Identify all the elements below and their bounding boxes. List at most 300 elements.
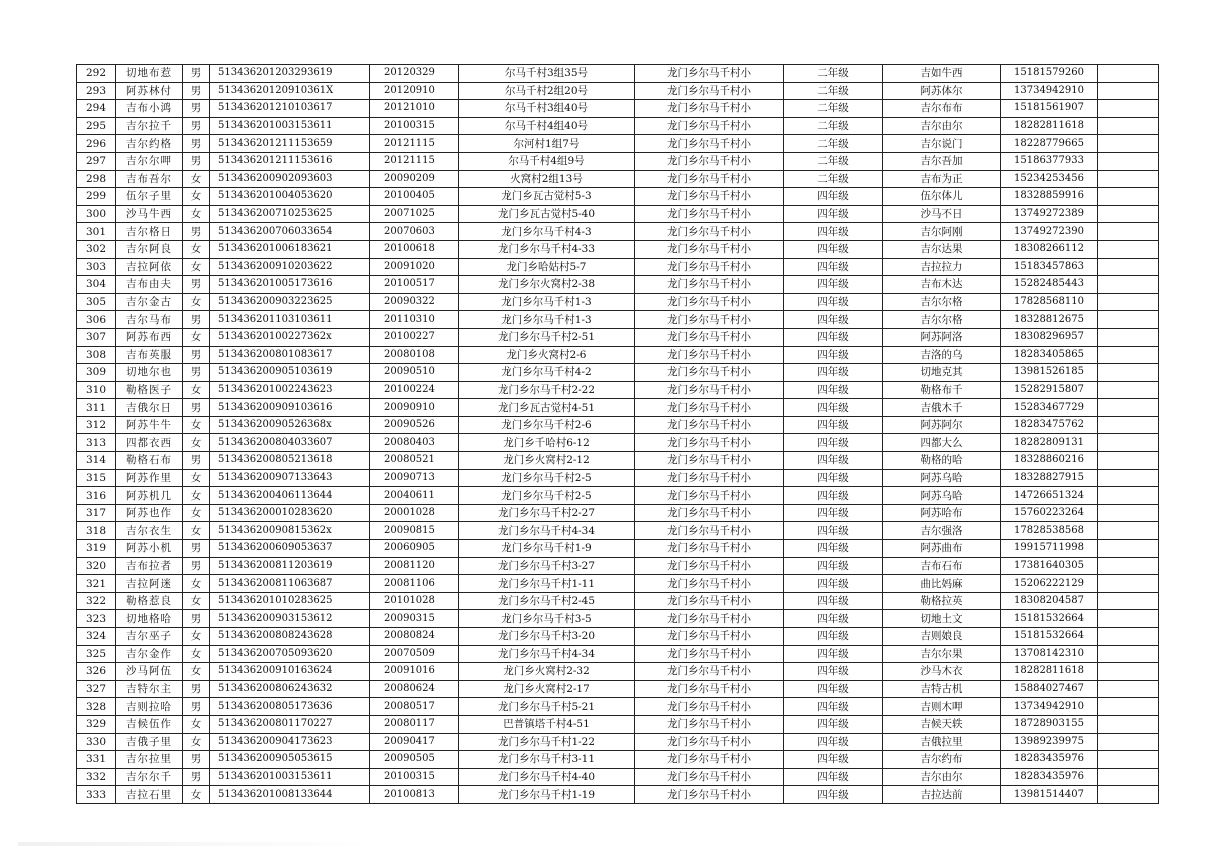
row-number-cell: 309 (77, 364, 116, 382)
birth-date-cell: 20090315 (370, 610, 459, 628)
student-name-cell: 切地格哈 (116, 610, 183, 628)
row-number-cell: 328 (77, 698, 116, 716)
row-number-cell: 292 (77, 65, 116, 83)
student-name-cell: 吉则拉哈 (116, 698, 183, 716)
guardian-cell: 吉则娘良 (883, 628, 1001, 646)
table-row (77, 434, 1159, 452)
address-cell: 尔马千村3组40号 (459, 100, 635, 118)
school-cell: 龙门乡尔马千村小 (635, 504, 784, 522)
grade-cell: 四年级 (784, 205, 883, 223)
grade-cell: 二年级 (784, 82, 883, 100)
phone-cell: 13749272390 (1001, 223, 1098, 241)
birth-date-cell: 20100315 (370, 117, 459, 135)
empty-cell (1098, 786, 1159, 804)
gender-cell: 男 (183, 399, 210, 417)
gender-cell: 男 (183, 346, 210, 364)
grade-cell: 二年级 (784, 100, 883, 118)
gender-cell: 女 (183, 715, 210, 733)
guardian-cell: 阿苏阿洛 (883, 328, 1001, 346)
guardian-cell: 吉尔由尔 (883, 768, 1001, 786)
student-name-cell: 吉尔拉千 (116, 117, 183, 135)
grade-cell: 四年级 (784, 504, 883, 522)
guardian-cell: 吉尔强洛 (883, 522, 1001, 540)
guardian-cell: 吉拉拉力 (883, 258, 1001, 276)
address-cell: 龙门乡尔马千村2-5 (459, 469, 635, 487)
birth-date-cell: 20090322 (370, 293, 459, 311)
birth-date-cell: 20120329 (370, 65, 459, 83)
guardian-cell: 吉尔达果 (883, 240, 1001, 258)
birth-date-cell: 20070509 (370, 645, 459, 663)
table-row (77, 786, 1159, 804)
gender-cell: 女 (183, 205, 210, 223)
empty-cell (1098, 557, 1159, 575)
student-name-cell: 吉拉石里 (116, 786, 183, 804)
student-name-cell: 吉尔金作 (116, 645, 183, 663)
grade-cell: 四年级 (784, 311, 883, 329)
empty-cell (1098, 188, 1159, 206)
student-name-cell: 沙马阿伍 (116, 663, 183, 681)
guardian-cell: 吉尔由尔 (883, 117, 1001, 135)
guardian-cell: 吉布为正 (883, 170, 1001, 188)
address-cell: 龙门乡尔马千村1-11 (459, 575, 635, 593)
phone-cell: 17381640305 (1001, 557, 1098, 575)
row-number-cell: 315 (77, 469, 116, 487)
gender-cell: 女 (183, 170, 210, 188)
phone-cell: 15181532664 (1001, 610, 1098, 628)
row-number-cell: 297 (77, 152, 116, 170)
row-number-cell: 318 (77, 522, 116, 540)
student-name-cell: 阿苏林付 (116, 82, 183, 100)
address-cell: 龙门乡火窝村2-32 (459, 663, 635, 681)
guardian-cell: 吉尔尔果 (883, 645, 1001, 663)
id-number-cell: 513436200909103616 (210, 399, 370, 417)
row-number-cell: 299 (77, 188, 116, 206)
row-number-cell: 293 (77, 82, 116, 100)
student-name-cell: 阿苏作里 (116, 469, 183, 487)
row-number-cell: 329 (77, 715, 116, 733)
grade-cell: 四年级 (784, 258, 883, 276)
empty-cell (1098, 381, 1159, 399)
guardian-cell: 吉洛的乌 (883, 346, 1001, 364)
address-cell: 龙门乡尔马千村1-3 (459, 293, 635, 311)
empty-cell (1098, 293, 1159, 311)
row-number-cell: 327 (77, 680, 116, 698)
empty-cell (1098, 522, 1159, 540)
student-name-cell: 吉尔格日 (116, 223, 183, 241)
table-row (77, 152, 1159, 170)
guardian-cell: 阿苏体尔 (883, 82, 1001, 100)
empty-cell (1098, 240, 1159, 258)
row-number-cell: 301 (77, 223, 116, 241)
gender-cell: 女 (183, 469, 210, 487)
id-number-cell: 513436200811203619 (210, 557, 370, 575)
address-cell: 龙门乡瓦古觉村4-51 (459, 399, 635, 417)
student-name-cell: 伍尔子里 (116, 188, 183, 206)
address-cell: 尔河村1组7号 (459, 135, 635, 153)
row-number-cell: 310 (77, 381, 116, 399)
address-cell: 龙门乡尔马千村1-22 (459, 733, 635, 751)
id-number-cell: 51343620120910361X (210, 82, 370, 100)
row-number-cell: 325 (77, 645, 116, 663)
birth-date-cell: 20080624 (370, 680, 459, 698)
table-row (77, 293, 1159, 311)
school-cell: 龙门乡尔马千村小 (635, 522, 784, 540)
roster-body (77, 65, 1159, 804)
student-name-cell: 吉拉阿依 (116, 258, 183, 276)
empty-cell (1098, 540, 1159, 558)
phone-cell: 18282811618 (1001, 663, 1098, 681)
school-cell: 龙门乡尔马千村小 (635, 135, 784, 153)
gender-cell: 女 (183, 663, 210, 681)
table-row (77, 698, 1159, 716)
school-cell: 龙门乡尔马千村小 (635, 698, 784, 716)
guardian-cell: 吉特古机 (883, 680, 1001, 698)
table-row (77, 768, 1159, 786)
table-row (77, 452, 1159, 470)
table-row (77, 504, 1159, 522)
grade-cell: 四年级 (784, 188, 883, 206)
gender-cell: 男 (183, 135, 210, 153)
guardian-cell: 吉尔阿刚 (883, 223, 1001, 241)
gender-cell: 男 (183, 540, 210, 558)
table-row (77, 346, 1159, 364)
guardian-cell: 吉则木呷 (883, 698, 1001, 716)
phone-cell: 18328860216 (1001, 452, 1098, 470)
student-name-cell: 吉尔拉里 (116, 751, 183, 769)
school-cell: 龙门乡尔马千村小 (635, 628, 784, 646)
grade-cell: 四年级 (784, 293, 883, 311)
table-row (77, 135, 1159, 153)
student-name-cell: 吉俄尔日 (116, 399, 183, 417)
school-cell: 龙门乡尔马千村小 (635, 645, 784, 663)
school-cell: 龙门乡尔马千村小 (635, 170, 784, 188)
row-number-cell: 312 (77, 416, 116, 434)
empty-cell (1098, 768, 1159, 786)
id-number-cell: 513436201103103611 (210, 311, 370, 329)
student-name-cell: 吉尔马布 (116, 311, 183, 329)
phone-cell: 13734942910 (1001, 698, 1098, 716)
empty-cell (1098, 645, 1159, 663)
school-cell: 龙门乡尔马千村小 (635, 715, 784, 733)
gender-cell: 男 (183, 152, 210, 170)
table-row (77, 399, 1159, 417)
birth-date-cell: 20101028 (370, 592, 459, 610)
gender-cell: 男 (183, 452, 210, 470)
address-cell: 龙门乡火窝村2-17 (459, 680, 635, 698)
table-row (77, 117, 1159, 135)
empty-cell (1098, 592, 1159, 610)
guardian-cell: 吉尔尔格 (883, 293, 1001, 311)
phone-cell: 18228779665 (1001, 135, 1098, 153)
grade-cell: 四年级 (784, 434, 883, 452)
phone-cell: 15186377933 (1001, 152, 1098, 170)
guardian-cell: 吉尔尔格 (883, 311, 1001, 329)
grade-cell: 四年级 (784, 381, 883, 399)
address-cell: 龙门乡尔马千村2-5 (459, 487, 635, 505)
phone-cell: 18308296957 (1001, 328, 1098, 346)
grade-cell: 四年级 (784, 469, 883, 487)
table-row (77, 592, 1159, 610)
phone-cell: 18283435976 (1001, 768, 1098, 786)
address-cell: 巴普镇塔千村4-51 (459, 715, 635, 733)
phone-cell: 13708142310 (1001, 645, 1098, 663)
birth-date-cell: 20090417 (370, 733, 459, 751)
scan-artifact (18, 842, 378, 846)
grade-cell: 二年级 (784, 152, 883, 170)
student-name-cell: 吉布拉者 (116, 557, 183, 575)
phone-cell: 13989239975 (1001, 733, 1098, 751)
guardian-cell: 吉尔约布 (883, 751, 1001, 769)
gender-cell: 女 (183, 240, 210, 258)
student-name-cell: 阿苏布西 (116, 328, 183, 346)
student-name-cell: 吉尔尔呷 (116, 152, 183, 170)
row-number-cell: 302 (77, 240, 116, 258)
gender-cell: 女 (183, 504, 210, 522)
table-row (77, 65, 1159, 83)
birth-date-cell: 20100315 (370, 768, 459, 786)
birth-date-cell: 20081120 (370, 557, 459, 575)
row-number-cell: 332 (77, 768, 116, 786)
birth-date-cell: 20120910 (370, 82, 459, 100)
school-cell: 龙门乡尔马千村小 (635, 487, 784, 505)
school-cell: 龙门乡尔马千村小 (635, 276, 784, 294)
table-row (77, 469, 1159, 487)
school-cell: 龙门乡尔马千村小 (635, 328, 784, 346)
school-cell: 龙门乡尔马千村小 (635, 399, 784, 417)
student-name-cell: 阿苏小机 (116, 540, 183, 558)
id-number-cell: 513436201008133644 (210, 786, 370, 804)
table-row (77, 715, 1159, 733)
school-cell: 龙门乡尔马千村小 (635, 82, 784, 100)
gender-cell: 女 (183, 487, 210, 505)
school-cell: 龙门乡尔马千村小 (635, 733, 784, 751)
empty-cell (1098, 733, 1159, 751)
guardian-cell: 阿苏乌哈 (883, 469, 1001, 487)
id-number-cell: 513436200805213618 (210, 452, 370, 470)
school-cell: 龙门乡尔马千村小 (635, 469, 784, 487)
grade-cell: 四年级 (784, 715, 883, 733)
row-number-cell: 316 (77, 487, 116, 505)
student-name-cell: 阿苏也作 (116, 504, 183, 522)
address-cell: 龙门乡哈姑村5-7 (459, 258, 635, 276)
id-number-cell: 513436200705093620 (210, 645, 370, 663)
birth-date-cell: 20090910 (370, 399, 459, 417)
school-cell: 龙门乡尔马千村小 (635, 592, 784, 610)
id-number-cell: 51343620090815362x (210, 522, 370, 540)
gender-cell: 男 (183, 364, 210, 382)
gender-cell: 女 (183, 786, 210, 804)
empty-cell (1098, 751, 1159, 769)
student-name-cell: 吉特尔主 (116, 680, 183, 698)
row-number-cell: 331 (77, 751, 116, 769)
phone-cell: 18283405865 (1001, 346, 1098, 364)
school-cell: 龙门乡尔马千村小 (635, 293, 784, 311)
phone-cell: 18328827915 (1001, 469, 1098, 487)
school-cell: 龙门乡尔马千村小 (635, 346, 784, 364)
phone-cell: 18328812675 (1001, 311, 1098, 329)
address-cell: 龙门乡尔马千村2-45 (459, 592, 635, 610)
empty-cell (1098, 135, 1159, 153)
gender-cell: 女 (183, 258, 210, 276)
row-number-cell: 319 (77, 540, 116, 558)
empty-cell (1098, 100, 1159, 118)
grade-cell: 二年级 (784, 65, 883, 83)
id-number-cell: 51343620100227362x (210, 328, 370, 346)
empty-cell (1098, 258, 1159, 276)
school-cell: 龙门乡尔马千村小 (635, 100, 784, 118)
table-row (77, 680, 1159, 698)
address-cell: 龙门乡尔马千村5-21 (459, 698, 635, 716)
guardian-cell: 吉俄木千 (883, 399, 1001, 417)
address-cell: 尔马千村4组40号 (459, 117, 635, 135)
address-cell: 龙门乡尔马千村1-19 (459, 786, 635, 804)
empty-cell (1098, 311, 1159, 329)
row-number-cell: 305 (77, 293, 116, 311)
birth-date-cell: 20100224 (370, 381, 459, 399)
birth-date-cell: 20090505 (370, 751, 459, 769)
table-row (77, 276, 1159, 294)
row-number-cell: 320 (77, 557, 116, 575)
id-number-cell: 513436201211153659 (210, 135, 370, 153)
birth-date-cell: 20090815 (370, 522, 459, 540)
empty-cell (1098, 205, 1159, 223)
id-number-cell: 513436201003153611 (210, 117, 370, 135)
id-number-cell: 513436200905103619 (210, 364, 370, 382)
row-number-cell: 304 (77, 276, 116, 294)
student-name-cell: 吉尔阿良 (116, 240, 183, 258)
grade-cell: 四年级 (784, 751, 883, 769)
table-row (77, 82, 1159, 100)
row-number-cell: 322 (77, 592, 116, 610)
row-number-cell: 298 (77, 170, 116, 188)
row-number-cell: 324 (77, 628, 116, 646)
school-cell: 龙门乡尔马千村小 (635, 117, 784, 135)
empty-cell (1098, 680, 1159, 698)
table-row (77, 628, 1159, 646)
student-name-cell: 吉俄子里 (116, 733, 183, 751)
birth-date-cell: 20040611 (370, 487, 459, 505)
student-name-cell: 吉候伍作 (116, 715, 183, 733)
empty-cell (1098, 663, 1159, 681)
empty-cell (1098, 698, 1159, 716)
phone-cell: 13981514407 (1001, 786, 1098, 804)
student-name-cell: 吉尔巫子 (116, 628, 183, 646)
gender-cell: 女 (183, 416, 210, 434)
guardian-cell: 吉尔吾加 (883, 152, 1001, 170)
school-cell: 龙门乡尔马千村小 (635, 223, 784, 241)
school-cell: 龙门乡尔马千村小 (635, 680, 784, 698)
row-number-cell: 333 (77, 786, 116, 804)
row-number-cell: 307 (77, 328, 116, 346)
empty-cell (1098, 346, 1159, 364)
id-number-cell: 513436200905053615 (210, 751, 370, 769)
address-cell: 龙门乡尔马千村3-27 (459, 557, 635, 575)
school-cell: 龙门乡尔马千村小 (635, 663, 784, 681)
grade-cell: 二年级 (784, 117, 883, 135)
guardian-cell: 吉布木达 (883, 276, 1001, 294)
gender-cell: 男 (183, 698, 210, 716)
birth-date-cell: 20001028 (370, 504, 459, 522)
id-number-cell: 513436200801083617 (210, 346, 370, 364)
empty-cell (1098, 276, 1159, 294)
phone-cell: 15181561907 (1001, 100, 1098, 118)
table-row (77, 328, 1159, 346)
phone-cell: 15181579260 (1001, 65, 1098, 83)
phone-cell: 18282811618 (1001, 117, 1098, 135)
row-number-cell: 313 (77, 434, 116, 452)
grade-cell: 四年级 (784, 786, 883, 804)
table-row (77, 170, 1159, 188)
empty-cell (1098, 610, 1159, 628)
id-number-cell: 513436200903223625 (210, 293, 370, 311)
phone-cell: 17828568110 (1001, 293, 1098, 311)
phone-cell: 15884027467 (1001, 680, 1098, 698)
gender-cell: 女 (183, 381, 210, 399)
phone-cell: 17828538568 (1001, 522, 1098, 540)
empty-cell (1098, 82, 1159, 100)
school-cell: 龙门乡尔马千村小 (635, 751, 784, 769)
guardian-cell: 曲比妈麻 (883, 575, 1001, 593)
empty-cell (1098, 504, 1159, 522)
phone-cell: 15283467729 (1001, 399, 1098, 417)
phone-cell: 18283435976 (1001, 751, 1098, 769)
row-number-cell: 314 (77, 452, 116, 470)
id-number-cell: 513436200808243628 (210, 628, 370, 646)
row-number-cell: 294 (77, 100, 116, 118)
phone-cell: 13981526185 (1001, 364, 1098, 382)
gender-cell: 男 (183, 610, 210, 628)
phone-cell: 15760223264 (1001, 504, 1098, 522)
guardian-cell: 吉尔布布 (883, 100, 1001, 118)
gender-cell: 女 (183, 733, 210, 751)
row-number-cell: 326 (77, 663, 116, 681)
address-cell: 尔马千村2组20号 (459, 82, 635, 100)
gender-cell: 女 (183, 434, 210, 452)
birth-date-cell: 20090209 (370, 170, 459, 188)
gender-cell: 男 (183, 557, 210, 575)
id-number-cell: 513436201002243623 (210, 381, 370, 399)
table-row (77, 258, 1159, 276)
gender-cell: 男 (183, 276, 210, 294)
phone-cell: 15206222129 (1001, 575, 1098, 593)
grade-cell: 四年级 (784, 733, 883, 751)
school-cell: 龙门乡尔马千村小 (635, 540, 784, 558)
id-number-cell: 513436201203293619 (210, 65, 370, 83)
phone-cell: 18283475762 (1001, 416, 1098, 434)
school-cell: 龙门乡尔马千村小 (635, 786, 784, 804)
gender-cell: 男 (183, 768, 210, 786)
birth-date-cell: 20091020 (370, 258, 459, 276)
gender-cell: 男 (183, 65, 210, 83)
table-row (77, 381, 1159, 399)
guardian-cell: 切地土文 (883, 610, 1001, 628)
empty-cell (1098, 65, 1159, 83)
row-number-cell: 300 (77, 205, 116, 223)
table-row (77, 645, 1159, 663)
gender-cell: 男 (183, 751, 210, 769)
grade-cell: 二年级 (784, 135, 883, 153)
student-name-cell: 勒格惹良 (116, 592, 183, 610)
grade-cell: 四年级 (784, 487, 883, 505)
address-cell: 龙门乡尔马千村3-20 (459, 628, 635, 646)
empty-cell (1098, 434, 1159, 452)
id-number-cell: 51343620090526368x (210, 416, 370, 434)
student-name-cell: 勒格石布 (116, 452, 183, 470)
school-cell: 龙门乡尔马千村小 (635, 434, 784, 452)
birth-date-cell: 20110310 (370, 311, 459, 329)
school-cell: 龙门乡尔马千村小 (635, 381, 784, 399)
id-number-cell: 513436200910163624 (210, 663, 370, 681)
